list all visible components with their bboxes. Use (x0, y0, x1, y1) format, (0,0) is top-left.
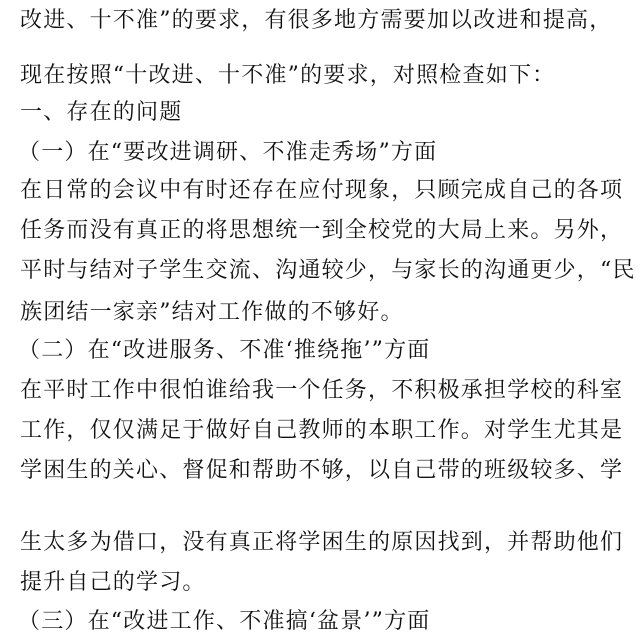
text-line: 工作，仅仅满足于做好自己教师的本职工作。对学生尤其是 (20, 418, 624, 443)
text-line: 平时与结对子学生交流、沟通较少，与家长的沟通更少，“民 (20, 258, 636, 283)
text-line: 生太多为借口，没有真正将学困生的原因找到，并帮助他们 (20, 530, 624, 555)
text-line: 现在按照“十改进、十不准”的要求，对照检查如下： (20, 63, 556, 88)
subsection-heading: （一）在“要改进调研、不准走秀场”方面 (18, 140, 438, 165)
text-line: 提升自己的学习。 (20, 570, 206, 595)
text-line: 任务而没有真正的将思想统一到全校党的大局上来。另外， (20, 218, 624, 243)
subsection-heading: （二）在“改进服务、不准‘推绕拖’”方面 (18, 338, 431, 363)
section-heading: 一、存在的问题 (20, 100, 183, 125)
text-line: 改进、十不准”的要求，有很多地方需要加以改进和提高， (20, 8, 613, 33)
text-line: 学困生的关心、督促和帮助不够，以自己带的班级较多、学 (20, 458, 624, 483)
text-line: 在日常的会议中有时还存在应付现象，只顾完成自己的各项 (20, 178, 624, 203)
text-line: 在平时工作中很怕谁给我一个任务，不积极承担学校的科室 (20, 378, 624, 403)
text-line: 族团结一家亲”结对工作做的不够好。 (20, 300, 404, 325)
subsection-heading: （三）在“改进工作、不准搞‘盆景’”方面 (18, 609, 431, 634)
